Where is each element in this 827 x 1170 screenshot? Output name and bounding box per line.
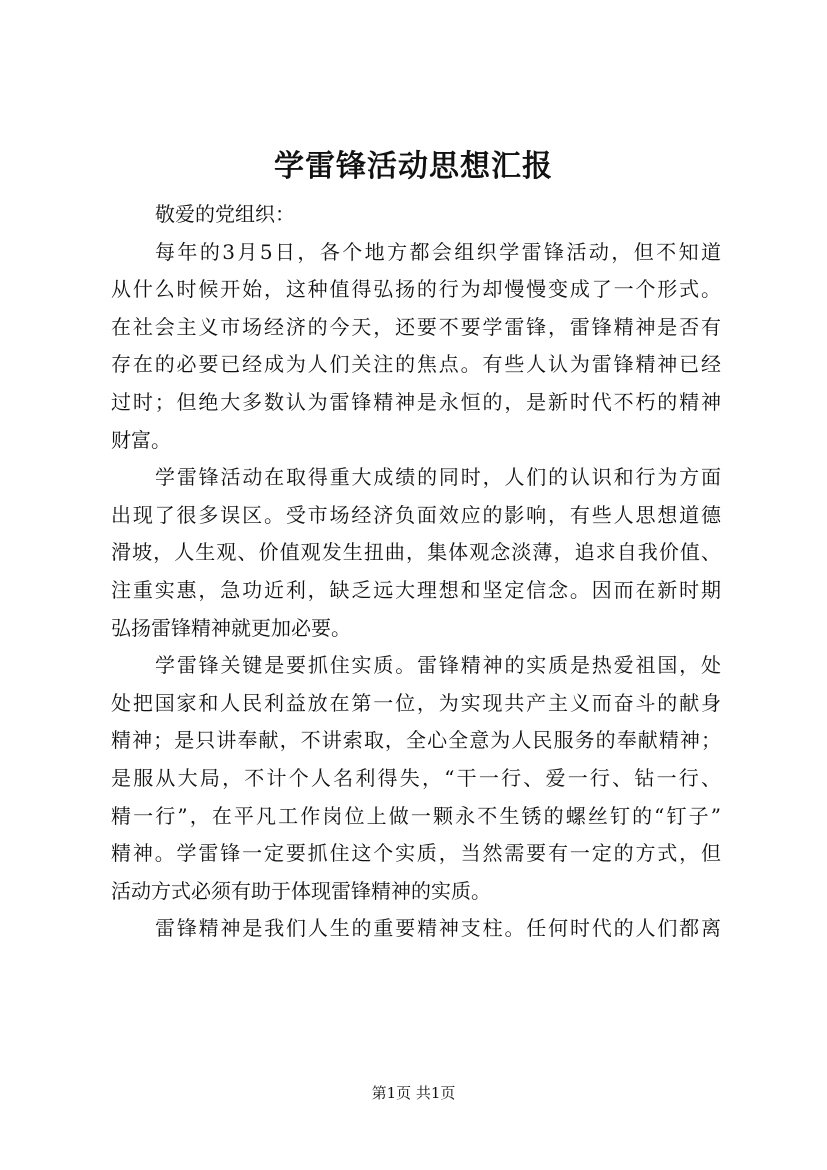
- paragraph-line: 处把国家和人民利益放在第一位，为实现共产主义而奋斗的献身: [111, 690, 721, 715]
- page-number-footer: 第1页 共1页: [371, 1084, 456, 1102]
- salutation-line: 敬爱的党组织：: [155, 202, 295, 226]
- paragraph-line: 是服从大局，不计个人名利得失，“干一行、爱一行、钻一行、: [111, 765, 721, 790]
- paragraph-line: 精神。学雷锋一定要抓住这个实质，当然需要有一定的方式，但: [111, 841, 721, 866]
- paragraph-line: 精一行”，在平凡工作岗位上做一颗永不生锈的螺丝钉的“钉子”: [111, 803, 721, 828]
- paragraph-line: 存在的必要已经成为人们关注的焦点。有些人认为雷锋精神已经: [111, 352, 721, 377]
- paragraph-line: 在社会主义市场经济的今天，还要不要学雷锋，雷锋精神是否有: [111, 314, 721, 339]
- paragraph-line: 注重实惠，急功近利，缺乏远大理想和坚定信念。因而在新时期: [111, 577, 721, 602]
- paragraph-line: 过时；但绝大多数认为雷锋精神是永恒的，是新时代不朽的精神: [111, 389, 721, 414]
- paragraph-line: 学雷锋关键是要抓住实质。雷锋精神的实质是热爱祖国，处: [155, 653, 721, 678]
- paragraph-line: 学雷锋活动在取得重大成绩的同时，人们的认识和行为方面: [155, 465, 721, 490]
- paragraph-line: 弘扬雷锋精神就更加必要。: [111, 615, 351, 640]
- paragraph-line: 出现了很多误区。受市场经济负面效应的影响，有些人思想道德: [111, 502, 721, 527]
- paragraph-line: 从什么时候开始，这种值得弘扬的行为却慢慢变成了一个形式。: [111, 277, 721, 302]
- document-body: [111, 196, 721, 948]
- paragraph-line: 活动方式必须有助于体现雷锋精神的实质。: [111, 878, 491, 903]
- paragraph-line: 雷锋精神是我们人生的重要精神支柱。任何时代的人们都离: [155, 916, 721, 941]
- paragraph-line: 财富。: [111, 427, 171, 452]
- paragraph-line: 每年的3月5日，各个地方都会组织学雷锋活动，但不知道: [155, 239, 721, 264]
- document-title: 学雷锋活动思想汇报: [274, 149, 553, 184]
- paragraph-line: 精神；是只讲奉献，不讲索取，全心全意为人民服务的奉献精神；: [111, 728, 721, 753]
- paragraph-line: 滑坡，人生观、价值观发生扭曲，集体观念淡薄，追求自我价值、: [111, 540, 721, 565]
